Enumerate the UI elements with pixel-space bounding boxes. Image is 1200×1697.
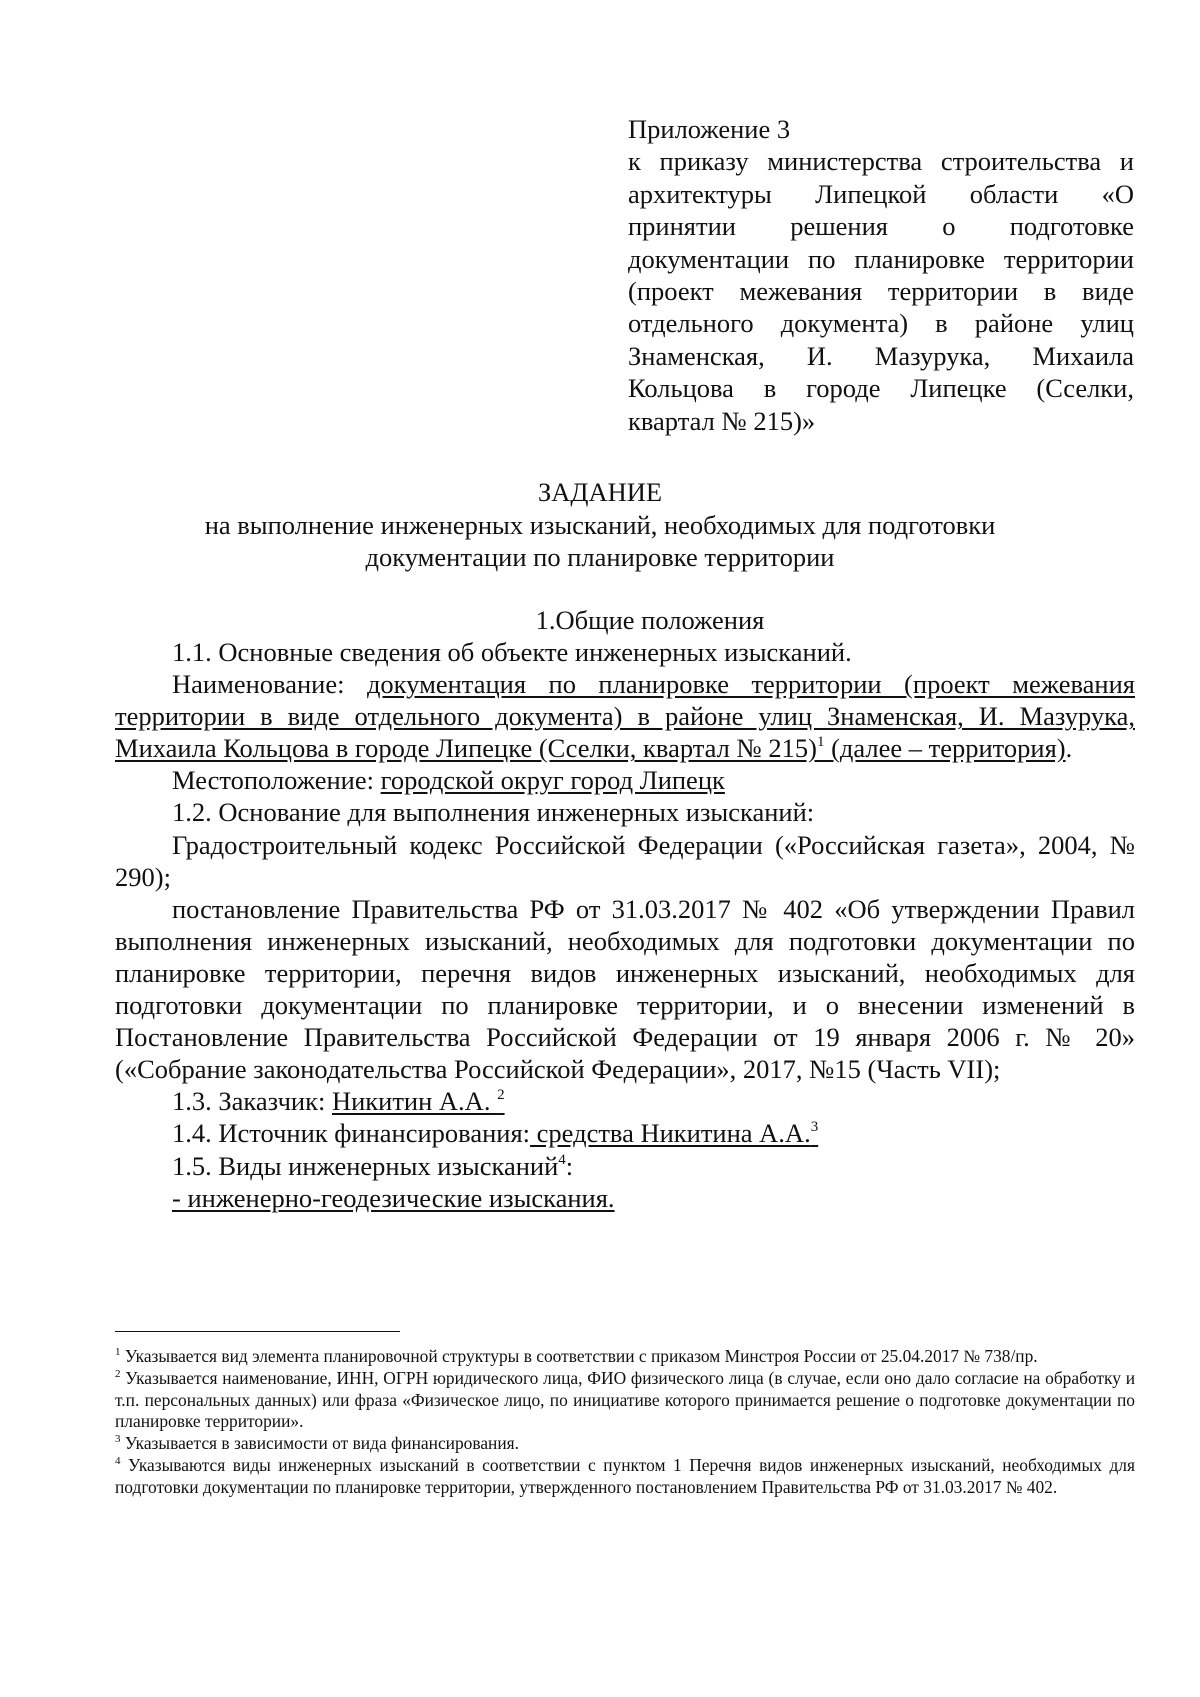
customer-value	[332, 1086, 505, 1116]
footnote-number: 2	[115, 1368, 121, 1381]
financing-value	[530, 1118, 818, 1148]
appendix-block	[628, 113, 1134, 437]
survey-types-label: 1.5. Виды инженерных изысканий	[172, 1150, 559, 1181]
footnote-separator	[115, 1331, 400, 1332]
footnote-ref-3[interactable]: 3	[810, 1119, 819, 1136]
footnote-number: 3	[115, 1433, 121, 1446]
footnote-text: Указываются виды инженерных изысканий в соответствии с пунктом 1 Перечня видов инженерных изысканий, необходимых для подготовки документации по планировке территории, утвержденного постановлением Правительства РФ от 31.03.2017 № 402.	[115, 1455, 1135, 1497]
footnote-ref-2[interactable]: 2	[497, 1087, 505, 1104]
footnote-number: 4	[115, 1455, 121, 1468]
location-paragraph	[115, 764, 1135, 796]
basis-paragraph-2: постановление Правительства РФ от 31.03.2017 № 402 «Об утверждении Правил выполнения инженерных изысканий, необходимых для подготовки документации по планировке территории, перечня видов инженерных изысканий, необходимых для подготовки документации по планировке территории, и о внесении изменений в Постановление Правительства Российской Федерации от 19 января 2006 г. № 20» («Собрание законодательства Российской Федерации», 2017, №15 (Часть VII);	[115, 893, 1135, 1085]
basis-paragraph-1: Градостроительный кодекс Российской Федерации («Российская газета», 2004, № 290);	[115, 829, 1135, 892]
document-title: ЗАДАНИЕ	[537, 477, 663, 507]
footnote-ref-1[interactable]: 1	[816, 734, 825, 751]
financing-label: 1.4. Источник финансирования:	[172, 1118, 531, 1149]
survey-type-item	[115, 1182, 1135, 1214]
footnotes	[115, 1346, 1135, 1499]
location-label: Местоположение:	[172, 765, 381, 796]
footnote-text: Указывается наименование, ИНН, ОГРН юридического лица, ФИО физического лица (в случае, если оно дало согласие на обработку и т.п. персональных данных) или фраза «Физическое лицо, по инициативе которого принимается решение о подготовке документации по планировке территории».	[115, 1368, 1135, 1431]
section-body	[115, 636, 1135, 1214]
object-name-end: .	[1065, 733, 1073, 764]
survey-types-end: :	[565, 1150, 574, 1181]
location-value: городской округ город Липецк	[380, 765, 725, 796]
customer-name: Никитин А.А.	[331, 1086, 491, 1117]
customer-label: 1.3. Заказчик:	[172, 1086, 332, 1117]
item-1-4	[115, 1117, 1135, 1149]
footnote-ref-4[interactable]: 4	[558, 1151, 566, 1168]
section-title: 1.Общие положения	[535, 605, 765, 635]
object-name-tail: (далее – территория)	[824, 733, 1066, 764]
footnote-text: Указывается в зависимости от вида финансирования.	[120, 1433, 520, 1454]
object-name-paragraph	[115, 668, 1135, 764]
survey-type-value: - инженерно-геодезические изыскания.	[172, 1182, 615, 1213]
financing-text: средства Никитина А.А.	[530, 1118, 811, 1149]
object-name-text: документация по планировке территории (проект межевания территории в виде отдельного документа) в районе улиц Знаменская, И. Мазурука, Михаила Кольцова в городе Липецке (Сселки, квартал № 215)	[115, 669, 1135, 764]
footnote-4	[115, 1455, 1135, 1498]
item-1-5	[115, 1150, 1135, 1182]
footnote-text: Указывается вид элемента планировочной структуры в соответствии с приказом Минстроя России от 25.04.2017 № 738/пр.	[120, 1346, 1038, 1366]
footnote-2	[115, 1368, 1135, 1432]
footnote-3	[115, 1433, 1135, 1454]
appendix-text: к приказу министерства строительства и архитектуры Липецкой области «О принятии решения о подготовке документации по планировке территории (проект межевания территории в виде отдельного документа) в районе улиц Знаменская, И. Мазурука, Михаила Кольцова в городе Липецке (Сселки, квартал № 215)»	[628, 146, 1134, 436]
item-1-3	[115, 1085, 1135, 1117]
object-name-label: Наименование:	[172, 669, 367, 700]
document-subtitle-line1: на выполнение инженерных изысканий, необходимых для подготовки	[204, 510, 996, 540]
appendix-title: Приложение 3	[628, 114, 791, 144]
item-1-2: 1.2. Основание для выполнения инженерных изысканий:	[172, 797, 815, 828]
footnote-number: 1	[115, 1346, 121, 1358]
footnote-1	[115, 1346, 1135, 1367]
item-1-1: 1.1. Основные сведения об объекте инженерных изысканий.	[172, 637, 852, 667]
document-subtitle-line2: документации по планировке территории	[365, 542, 835, 572]
